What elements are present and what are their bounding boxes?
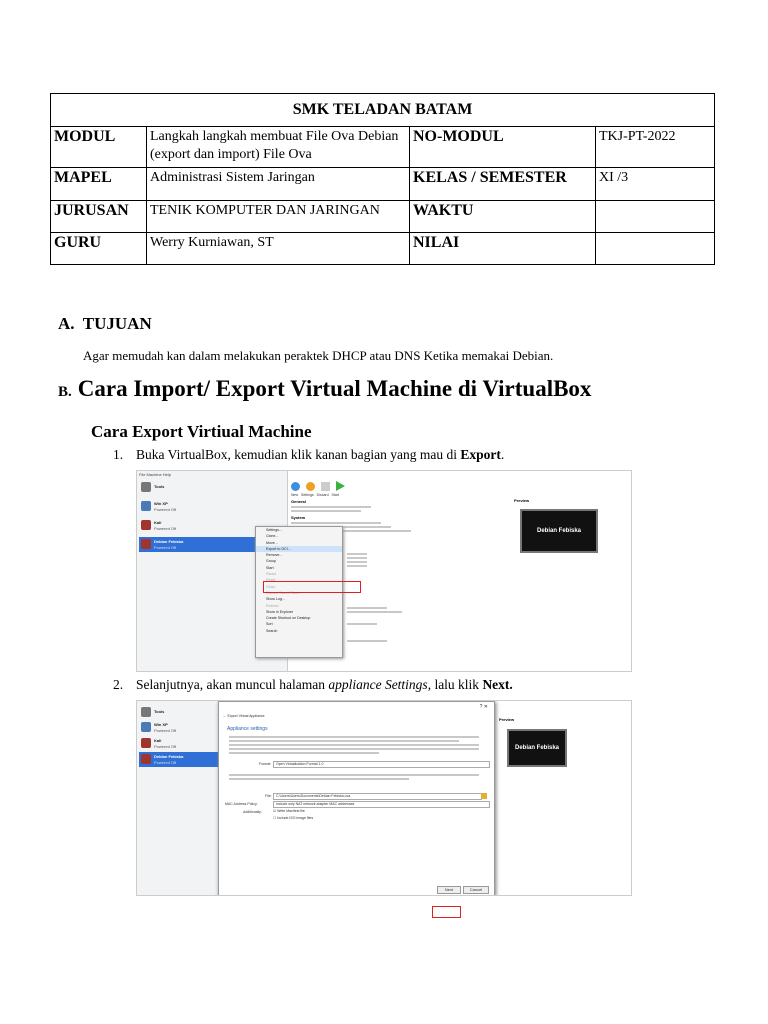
vm-os-icon — [141, 520, 151, 530]
tools-label: Tools — [154, 709, 165, 714]
step-1 — [113, 447, 504, 463]
cancel-button[interactable]: Cancel — [463, 886, 489, 894]
label-modul: MODUL — [51, 127, 147, 168]
menu-item-create-shortcut[interactable]: Create Shortcut on Desktop — [266, 616, 311, 621]
label-mapel: MAPEL — [51, 168, 147, 201]
section-b-title: Cara Import/ Export Virtual Machine di VirtualBox — [77, 376, 592, 401]
menu-item-discard-saved-state[interactable]: Discard Saved State... — [266, 590, 302, 595]
menu-item-remove[interactable]: Remove... — [266, 553, 283, 558]
vm-name: Debian Febiska — [154, 539, 184, 544]
highlight-box-export — [263, 581, 361, 593]
vm-os-icon — [141, 539, 151, 549]
label-kelas: KELAS / SEMESTER — [410, 168, 596, 201]
step-2-mid: , lalu klik — [427, 677, 483, 692]
vm-toolbar — [291, 481, 345, 497]
label-no-modul: NO-MODUL — [410, 127, 596, 168]
step-1-end: . — [500, 447, 505, 462]
menu-item-settings[interactable]: Settings... — [266, 528, 282, 532]
iso-label: Include ISO image files — [277, 816, 314, 820]
value-nilai — [596, 233, 715, 265]
vm-name: Win XP — [154, 501, 168, 506]
iso-checkbox[interactable]: ☐ Include ISO image files — [273, 816, 314, 820]
step-2-text: Selanjutnya, akan muncul halaman — [136, 677, 329, 692]
vm-name: Kali — [154, 738, 162, 743]
start-icon[interactable] — [336, 481, 345, 491]
format-select[interactable]: Open Virtualization Format 1.0 — [273, 761, 490, 768]
vm-name: Win XP — [154, 722, 168, 727]
menu-item-refresh[interactable]: Refresh — [266, 603, 279, 608]
vm-os-icon — [141, 754, 151, 764]
vm-state: Powered Off — [154, 744, 177, 749]
value-kelas: XI /3 — [596, 168, 715, 201]
details-lines — [347, 551, 497, 644]
preview-label: Preview — [514, 498, 530, 503]
highlight-box-next — [432, 906, 461, 918]
step-2-bold: Next. — [482, 677, 513, 692]
vm-name: Kali — [154, 520, 162, 525]
label-jurusan: JURUSAN — [51, 201, 147, 233]
menu-item-group[interactable]: Group — [266, 559, 276, 564]
value-waktu — [596, 201, 715, 233]
format-label: Format: — [259, 762, 272, 766]
menu-item-move[interactable]: Move... — [266, 540, 278, 545]
section-a-title: TUJUAN — [82, 314, 152, 333]
vm-state: Powered Off — [154, 507, 177, 512]
menu-item-sort[interactable]: Sort — [266, 622, 273, 627]
menu-item-clone[interactable]: Clone... — [266, 534, 279, 539]
value-guru: Werry Kurniawan, ST — [147, 233, 410, 265]
menu-item-export-oci[interactable]: Export to OCI... — [256, 546, 342, 552]
step-2 — [113, 677, 513, 693]
subsection-title: Cara Export Virtiual Machine — [91, 422, 312, 441]
folder-icon[interactable] — [481, 793, 487, 799]
screenshot-appliance-settings — [136, 700, 632, 896]
header-table — [50, 93, 715, 265]
section-a-paragraph: Agar memudah kan dalam melakukan peraktek DHCP atau DNS Ketika memakai Debian. — [83, 348, 554, 363]
general-lines — [291, 506, 496, 512]
dialog-title: ← Export Virtual Appliance — [223, 714, 265, 718]
preview-label: Preview — [499, 717, 515, 722]
section-a-label: A. — [58, 314, 75, 333]
panel-system: System — [291, 515, 306, 520]
vm-os-icon — [141, 722, 151, 732]
dialog-heading: Appliance settings — [227, 726, 268, 732]
label-waktu: WAKTU — [410, 201, 596, 233]
menu-item-reset[interactable]: Reset — [266, 578, 276, 583]
menu-bar: File Machine Help — [139, 472, 172, 477]
section-a-heading — [58, 314, 152, 334]
close-icon[interactable]: ? ✕ — [479, 704, 488, 710]
vm-state: Powered Off — [154, 545, 177, 550]
section-b-heading — [58, 376, 591, 402]
description-lines — [229, 734, 479, 756]
value-modul: Langkah langkah membuat File Ova Debian (export dan import) File Ova — [147, 127, 410, 168]
school-name: SMK TELADAN BATAM — [51, 94, 715, 127]
menu-item-search[interactable]: Search — [266, 628, 278, 633]
tools-icon — [141, 482, 151, 492]
toolbar-new: New — [291, 493, 299, 497]
section-b-label: B. — [58, 384, 72, 400]
discard-icon[interactable] — [321, 482, 330, 491]
settings-icon[interactable] — [306, 482, 315, 491]
dialog-title-text: Export Virtual Appliance — [227, 714, 265, 718]
mac-select[interactable]: Include only NAT network adapter MAC addresses — [273, 801, 490, 808]
export-dialog — [218, 701, 495, 896]
menu-item-start[interactable]: Start — [266, 565, 274, 570]
label-nilai: NILAI — [410, 233, 596, 265]
file-input[interactable]: C:\Users\Users\Documents\Debian Febiska.ova — [273, 793, 482, 800]
vm-name: Debian Febiska — [154, 754, 184, 759]
tools-label: Tools — [154, 484, 165, 489]
manifest-checkbox[interactable]: ☑ Write Manifest file — [273, 809, 305, 813]
menu-item-show-log[interactable]: Show Log... — [266, 597, 285, 602]
vm-state: Powered Off — [154, 526, 177, 531]
menu-item-pause[interactable]: Pause — [266, 572, 277, 577]
step-1-bold: Export — [460, 447, 501, 462]
mac-label: MAC Address Policy: — [225, 802, 258, 806]
manifest-label: Write Manifest file — [277, 809, 305, 813]
preview-thumbnail: Debian Febiska — [520, 509, 598, 553]
vm-os-icon — [141, 738, 151, 748]
step-1-number: 1. — [113, 447, 124, 462]
value-mapel: Administrasi Sistem Jaringan — [147, 168, 410, 201]
step-1-text: Buka VirtualBox, kemudian klik kanan bagian yang mau di — [136, 447, 461, 462]
file-description-lines — [229, 772, 479, 782]
toolbar-settings: Settings — [301, 493, 314, 497]
panel-general: General — [291, 499, 306, 504]
tools-icon — [141, 707, 151, 717]
value-jurusan: TENIK KOMPUTER DAN JARINGAN — [147, 201, 410, 233]
step-2-italic: appliance Settings — [328, 677, 428, 692]
value-no-modul: TKJ-PT-2022 — [596, 127, 715, 168]
menu-item-close[interactable]: Close — [266, 584, 276, 589]
vm-state: Powered Off — [154, 728, 177, 733]
next-button[interactable]: Next — [437, 886, 461, 894]
vm-os-icon — [141, 501, 151, 511]
toolbar-discard: Discard — [316, 493, 329, 497]
screenshot-export-context-menu — [136, 470, 632, 672]
vm-item-win-xp[interactable] — [139, 499, 289, 514]
label-guru: GURU — [51, 233, 147, 265]
additionally-label: Additionally: — [243, 810, 262, 814]
menu-item-show-in-explorer[interactable]: Show in Explorer — [266, 609, 294, 614]
preview-thumbnail: Debian Febiska — [507, 729, 567, 767]
vm-state: Powered Off — [154, 760, 177, 765]
new-icon[interactable] — [291, 482, 300, 491]
toolbar-start: Start — [331, 493, 339, 497]
file-label: File: — [265, 794, 272, 798]
step-2-number: 2. — [113, 677, 124, 692]
